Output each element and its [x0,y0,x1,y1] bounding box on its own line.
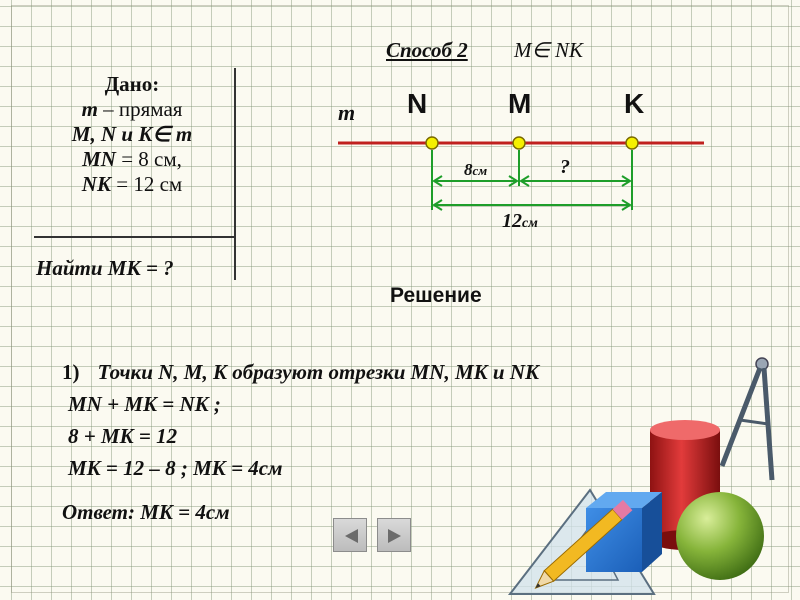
dimension-lines [432,150,632,210]
dim-nk-value: 12 [502,210,522,232]
geometry-tools-illustration [440,340,798,596]
point-k [626,137,638,149]
dim-label-mk: ? [560,156,570,178]
point-k-label: K [624,88,645,119]
arrow-right-icon [378,519,412,553]
dim-nm-value: 8 [464,160,473,179]
given-nk-var: NK [81,172,111,196]
given-line-text: – прямая [97,97,183,121]
solution-eq-2: 8 + MK = 12 [68,424,178,448]
compass-icon [722,358,772,480]
answer-text: Ответ: MK = 4см [62,500,230,524]
given-mn-var: MN [82,147,116,171]
sphere-icon [676,492,764,580]
method-condition: M∈ NK [514,38,584,62]
find-statement: Найти МК = ? [36,256,174,280]
solution-heading: Решение [390,284,482,307]
dim-label-nk [502,210,538,233]
back-button[interactable] [333,518,367,552]
solution-eq-3: MK = 12 – 8 ; MK = 4см [68,456,283,480]
arrow-left-icon [334,519,368,553]
line-m-label: m [338,100,356,125]
given-nk-value: = 12 см [110,172,183,196]
point-n [426,137,438,149]
given-mn-value: = 8 см, [115,147,182,171]
method-title: Способ 2 [386,38,468,62]
given-line-var: m [81,97,98,121]
point-m [513,137,525,149]
given-title: Дано: [104,72,160,96]
dim-nm-unit: см [472,163,488,178]
forward-button[interactable] [377,518,411,552]
point-n-label: N [407,88,428,119]
step-text: Точки N, M, K образуют отрезки MN, MK и NK [97,360,539,384]
step-number: 1) [62,360,80,384]
point-m-label: M [508,88,532,119]
dim-label-nm [464,160,487,180]
dim-nk-unit: см [522,216,538,231]
given-line-2: M, N и K∈ m [71,122,193,146]
solution-eq-1: MN + MK = NK ; [68,392,221,416]
